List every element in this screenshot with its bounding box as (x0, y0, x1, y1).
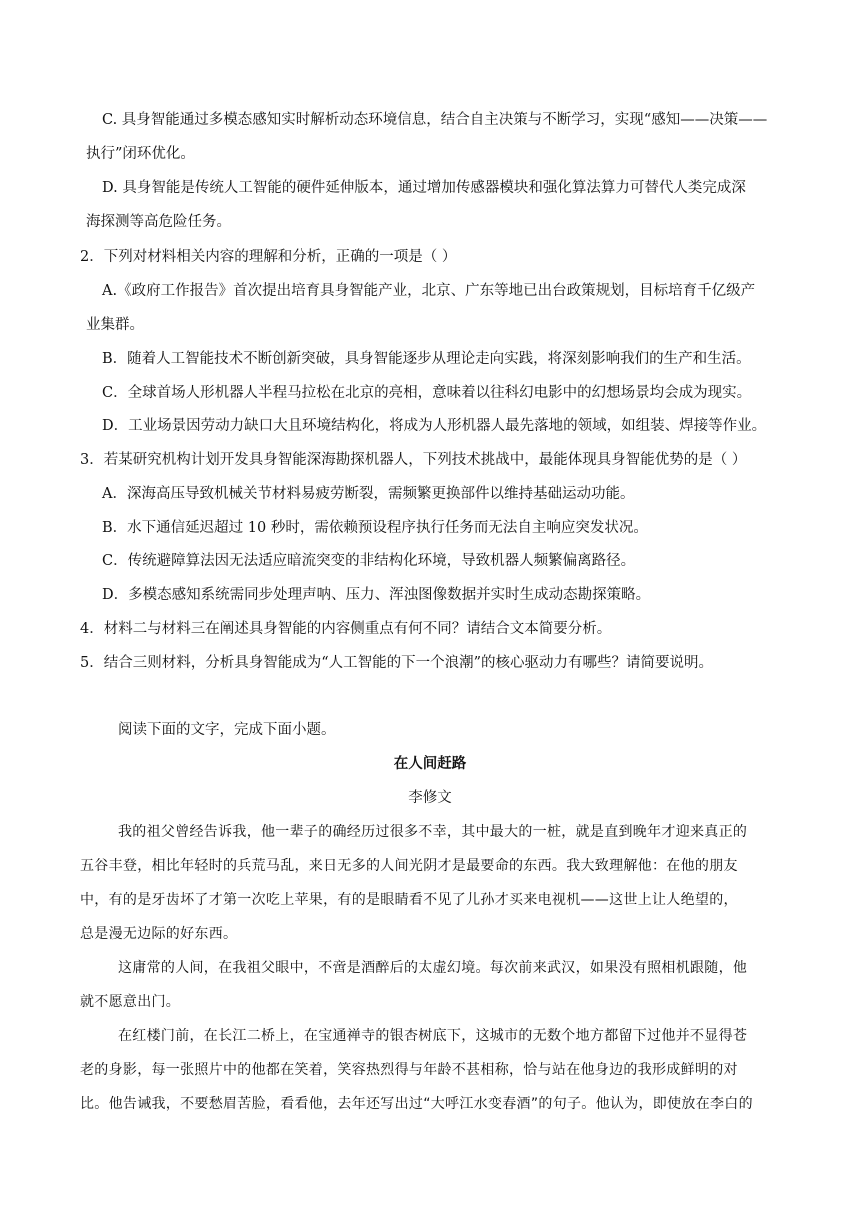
reading-instruction: 阅读下面的文字，完成下面小题。 (118, 722, 336, 738)
question-2-stem: 2．下列对材料相关内容的理解和分析，正确的一项是（ ） (80, 249, 457, 265)
q2-option-c: C．全球首场人形机器人半程马拉松在北京的亮相，意味着以往科幻电影中的幻想场景均会成为现实。 (102, 385, 752, 401)
q1-option-d-line2: 海探测等高危险任务。 (86, 214, 231, 230)
q3-option-c: C．传统避障算法因无法适应暗流突变的非结构化环境，导致机器人频繁偏离路径。 (102, 553, 636, 569)
q2-option-a-line2: 业集群。 (86, 317, 144, 333)
q3-option-a: A．深海高压导致机械关节材料易疲劳断裂，需频繁更换部件以维持基础运动功能。 (102, 486, 635, 502)
paragraph-1-line3: 中，有的是牙齿坏了才第一次吃上苹果，有的是眼睛看不见了儿孙才买来电视机——这世上让人绝望的， (80, 892, 738, 908)
q2-option-a-line1: A.《政府工作报告》首次提出培育具身智能产业，北京、广东等地已出台政策规划，目标培育千亿级产 (102, 283, 756, 299)
passage-author: 李修文 (408, 790, 452, 806)
passage-title: 在人间赶路 (393, 755, 467, 772)
paragraph-2-line2: 就不愿意出门。 (80, 994, 181, 1010)
q1-option-c-line1: C. 具身智能通过多模态感知实时解析动态环境信息，结合自主决策与不断学习，实现“感知——决策—— (102, 112, 768, 128)
paragraph-1-line1: 我的祖父曾经告诉我，他一辈子的确经历过很多不幸，其中最大的一桩，就是直到晚年才迎来真正的 (118, 824, 748, 840)
q3-option-b: B．水下通信延迟超过 10 秒时，需依赖预设程序执行任务而无法自主响应突发状况。 (102, 520, 648, 536)
q2-option-b: B．随着人工智能技术不断创新突破，具身智能逐步从理论走向实践，将深刻影响我们的生产和生活。 (102, 351, 751, 367)
paragraph-1-line2: 五谷丰登，相比年轻时的兵荒马乱，来日无多的人间光阴才是最要命的东西。我大致理解他：在他的朋友 (80, 858, 738, 874)
paragraph-3-line1: 在红楼门前，在长江二桥上，在宝通禅寺的银杏树底下，这城市的无数个地方都留下过他并不显得苍 (118, 1028, 748, 1044)
question-3-stem: 3．若某研究机构计划开发具身智能深海勘探机器人，下列技术挑战中，最能体现具身智能优势的是（ ） (80, 452, 747, 468)
question-4: 4．材料二与材料三在阐述具身智能的内容侧重点有何不同？请结合文本简要分析。 (80, 621, 612, 637)
q2-option-d: D．工业场景因劳动力缺口大且环境结构化，将成为人形机器人最先落地的领域，如组装、焊接等作业。 (102, 418, 767, 434)
paragraph-1-line4: 总是漫无边际的好东西。 (80, 926, 238, 942)
paragraph-2-line1: 这庸常的人间，在我祖父眼中，不啻是酒醉后的太虚幻境。每次前来武汉，如果没有照相机跟随，他 (118, 960, 748, 976)
q3-option-d: D．多模态感知系统需同步处理声呐、压力、浑浊图像数据并实时生成动态勘探策略。 (102, 587, 651, 603)
q1-option-c-line2: 执行”闭环优化。 (86, 146, 195, 162)
paragraph-3-line3: 比。他告诫我，不要愁眉苦脸，看看他，去年还写出过“大呼江水变春酒”的句子。他认为，即使放在李白的 (80, 1096, 753, 1112)
paragraph-3-line2: 老的身影，每一张照片中的他都在笑着，笑容热烈得与年龄不甚相称，恰与站在他身边的我形成鲜明的对 (80, 1062, 738, 1078)
question-5: 5．结合三则材料，分析具身智能成为“人工智能的下一个浪潮”的核心驱动力有哪些？请简要说明。 (80, 655, 714, 671)
q1-option-d-line1: D. 具身智能是传统人工智能的硬件延伸版本，通过增加传感器模块和强化算法算力可替代人类完成深 (102, 180, 746, 196)
